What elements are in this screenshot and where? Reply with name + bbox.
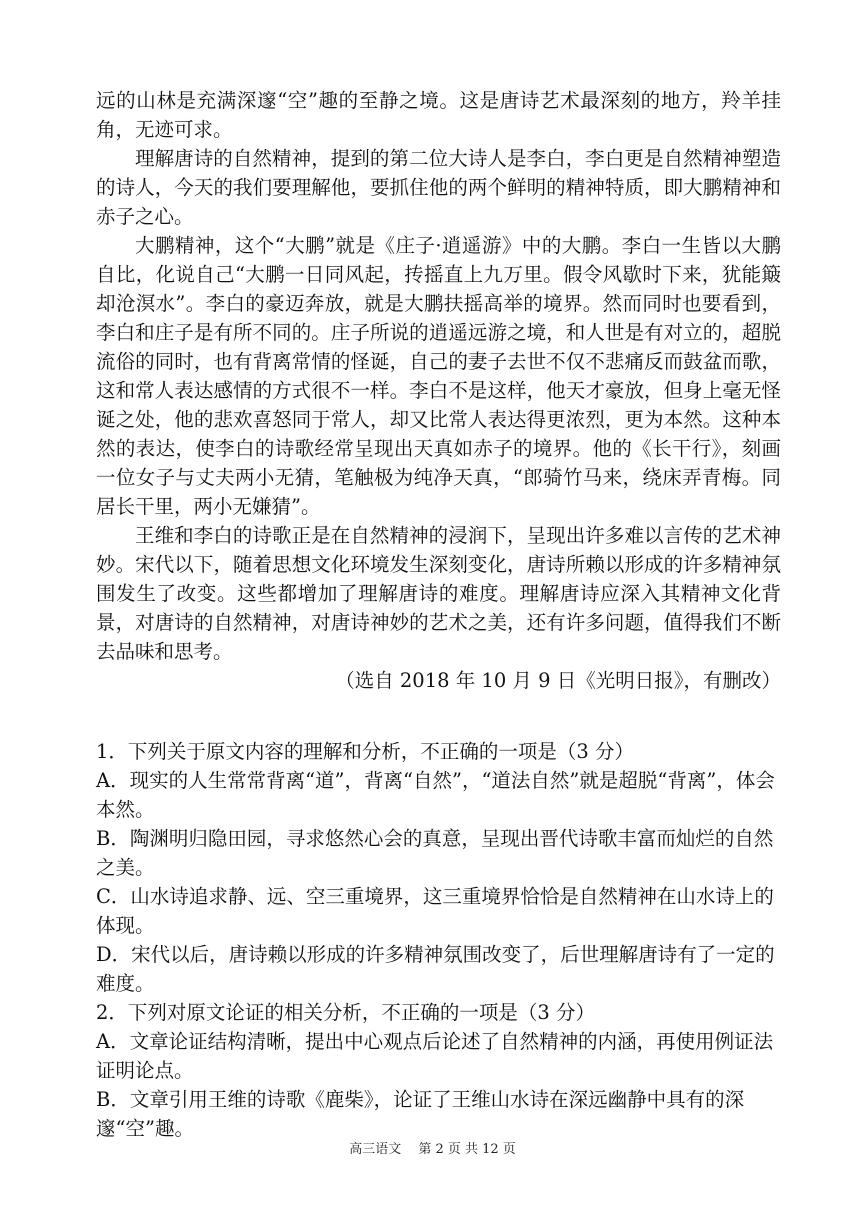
question-stem: 2．下列对原文论证的相关分析，不正确的一项是（3 分） — [96, 1001, 596, 1024]
passage-paragraph: 理解唐诗的自然精神，提到的第二位大诗人是李白，李白更是自然精神塑造的诗人，今天的我们要理解他，要抓住他的两个鲜明的精神特质，即大鹏精神和赤子之心。 — [96, 147, 781, 228]
option-b: B．陶渊明归隐田园，寻求悠然心会的真意，呈现出晋代诗歌丰富而灿烂的自然之美。 — [96, 827, 774, 879]
section-gap — [96, 695, 781, 737]
question-2 — [96, 998, 781, 1143]
page-footer: 高三语文 第 2 页 共 12 页 — [349, 1142, 516, 1157]
option-d: D．宋代以后，唐诗赖以形成的许多精神氛围改变了，后世理解唐诗有了一定的难度。 — [96, 943, 775, 995]
question-stem: 1．下列关于原文内容的理解和分析，不正确的一项是（3 分） — [96, 740, 635, 763]
option-a: A．现实的人生常常背离“道”，背离“自然”，“道法自然”就是超脱“背离”，体会本然。 — [96, 769, 775, 821]
passage-paragraph: 远的山林是充满深邃“空”趣的至静之境。这是唐诗艺术最深刻的地方，羚羊挂角，无迹可求。 — [96, 89, 781, 141]
option-c: C．山水诗追求静、远、空三重境界，这三重境界恰恰是自然精神在山水诗上的体现。 — [96, 885, 774, 937]
option-b: B．文章引用王维的诗歌《鹿柴》，论证了王维山水诗在深远幽静中具有的深邃“空”趣。 — [96, 1088, 745, 1140]
passage-paragraph: 大鹏精神，这个“大鹏”就是《庄子·逍遥游》中的大鹏。李白一生皆以大鹏自比，化说自己“大鹏一日同风起，抟摇直上九万里。假令风歇时下来，犹能簸却沧溟水”。李白的豪迈奔放，就是大鹏扶摇高举的境界。然而同时也要看到，李白和庄子是有所不同的。庄子所说的逍遥远游之境，和人世是有对立的，超脱流俗的同时，也有背离常情的怪诞，自己的妻子去世不仅不悲痛反而鼓盆而歌，这和常人表达感情的方式很不一样。李白不是这样，他天才豪放，但身上毫无怪诞之处，他的悲欢喜怒同于常人，却又比常人表达得更浓烈，更为本然。这种本然的表达，使李白的诗歌经常呈现出天真如赤子的境界。他的《长干行》，刻画一位女子与丈夫两小无猜，笔触极为纯净天真，“郎骑竹马来，绕床弄青梅。同居长干里，两小无嫌猜”。 — [96, 234, 781, 518]
option-a: A．文章论证结构清晰，提出中心观点后论述了自然精神的内涵，再使用例证法证明论点。 — [96, 1030, 774, 1082]
source-citation: （选自 2018 年 10 月 9 日《光明日报》，有删改） — [335, 669, 781, 692]
exam-page — [96, 86, 781, 1143]
passage-paragraph: 王维和李白的诗歌正是在自然精神的浸润下，呈现出许多难以言传的艺术神妙。宋代以下，随着思想文化环境发生深刻变化，唐诗所赖以形成的许多精神氛围发生了改变。这些都增加了理解唐诗的难度。理解唐诗应深入其精神文化背景，对唐诗的自然精神，对唐诗神妙的艺术之美，还有许多问题，值得我们不断去品味和思考。 — [96, 524, 781, 663]
question-1 — [96, 737, 781, 998]
